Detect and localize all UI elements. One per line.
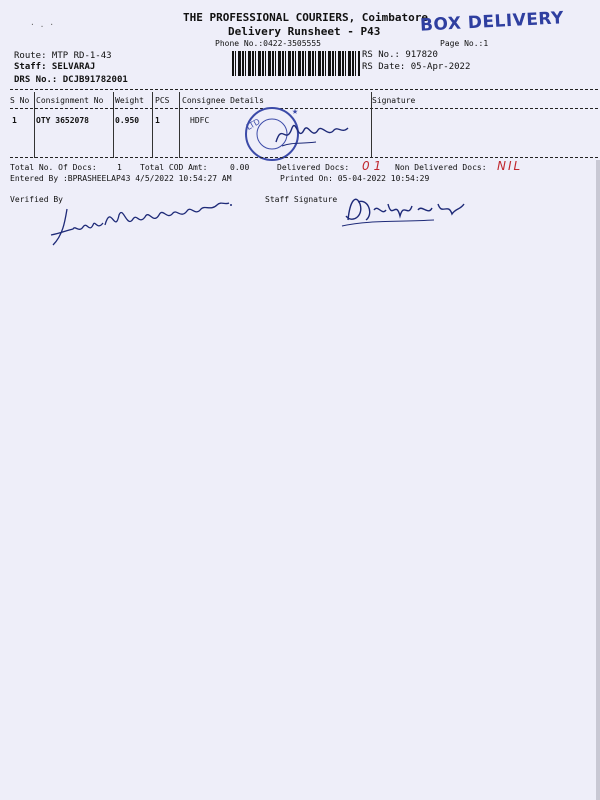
row-consignee: HDFC [190, 116, 210, 125]
table-top-rule [10, 89, 598, 90]
table-divider [179, 92, 180, 158]
printed-on: Printed On: 05-04-2022 10:54:29 [280, 174, 430, 183]
table-bottom-rule [10, 157, 598, 158]
delivered-docs-handwritten: 01 [362, 159, 386, 173]
table-divider [34, 92, 35, 158]
total-cod-value: 0.00 [230, 163, 250, 172]
total-cod-label: Total COD Amt: [140, 163, 208, 172]
consignee-signature [272, 112, 352, 152]
barcode [232, 51, 360, 76]
rs-date: RS Date: 05-Apr-2022 [362, 62, 471, 72]
row-sno: 1 [12, 116, 17, 125]
phone-number: Phone No.:0422-3505555 [215, 39, 321, 48]
total-docs-label: Total No. Of Docs: [10, 163, 97, 172]
runsheet-title: Delivery Runsheet - P43 [228, 25, 381, 38]
page-number: Page No.:1 [440, 39, 489, 48]
col-weight: Weight [115, 96, 144, 105]
route-label: Route: MTP RD-1-43 [14, 51, 112, 61]
staff-signature-handwritten [338, 190, 468, 230]
table-divider [152, 92, 153, 158]
col-pcs: PCS [155, 96, 170, 105]
rs-number: RS No.: 917820 [362, 50, 438, 60]
total-docs-value: 1 [117, 163, 122, 172]
row-weight: 0.950 [115, 116, 140, 125]
staff-signature-label: Staff Signature [265, 195, 338, 204]
box-delivery-stamp: BOX DELIVERY [419, 8, 565, 36]
table-divider [113, 92, 114, 158]
page-edge-shadow [596, 160, 600, 800]
col-sno: S No [10, 96, 30, 105]
col-consignee: Consignee Details [182, 96, 264, 105]
col-consignment: Consignment No [36, 96, 104, 105]
verified-signature [45, 195, 235, 255]
entered-by: Entered By :BPRASHEELAP43 4/5/2022 10:54:27 AM [10, 174, 232, 183]
drs-number: DRS No.: DCJB91782001 [14, 75, 128, 85]
verified-by-label: Verified By [10, 195, 63, 204]
non-delivered-docs-label: Non Delivered Docs: [395, 163, 487, 172]
svg-text:★: ★ [292, 106, 299, 117]
row-consignment: OTY 3652078 [36, 116, 89, 125]
staff-label: Staff: SELVARAJ [14, 62, 96, 72]
non-delivered-handwritten: NIL [497, 159, 523, 173]
table-divider [371, 92, 372, 158]
delivered-docs-label: Delivered Docs: [277, 163, 350, 172]
corner-marks: · . · [30, 20, 55, 29]
col-signature: Signature [372, 96, 416, 105]
row-pcs: 1 [155, 116, 160, 125]
seal-text: LTD [244, 116, 262, 132]
company-name: THE PROFESSIONAL COURIERS, Coimbatore [183, 11, 429, 24]
